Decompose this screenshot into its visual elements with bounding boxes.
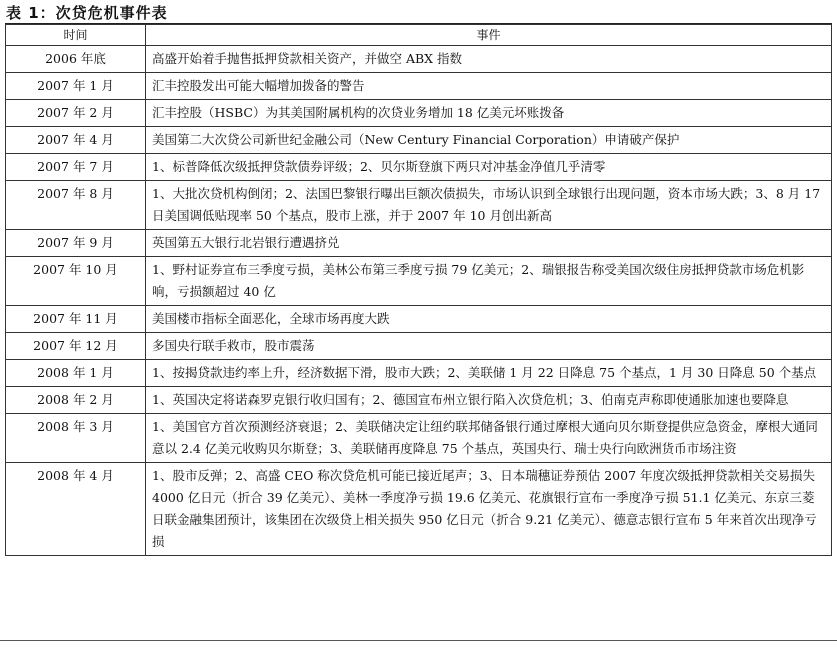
- row-time: 2007 年 4 月: [6, 127, 146, 154]
- row-event: 汇丰控股发出可能大幅增加拨备的警告: [146, 73, 832, 100]
- row-event: 高盛开始着手抛售抵押贷款相关资产，并做空 ABX 指数: [146, 46, 832, 73]
- table-row: [6, 414, 832, 463]
- row-time: 2007 年 8 月: [6, 181, 146, 230]
- table-row: [6, 127, 832, 154]
- bottom-rule: [0, 640, 837, 641]
- row-event: 英国第五大银行北岩银行遭遇挤兑: [146, 230, 832, 257]
- row-time: 2008 年 3 月: [6, 414, 146, 463]
- header-row: [6, 25, 832, 46]
- row-time: 2007 年 2 月: [6, 100, 146, 127]
- table-row: [6, 463, 832, 556]
- row-time: 2007 年 1 月: [6, 73, 146, 100]
- table-row: [6, 46, 832, 73]
- row-time: 2007 年 12 月: [6, 333, 146, 360]
- row-event: 1、股市反弹；2、高盛 CEO 称次贷危机可能已接近尾声；3、日本瑞穗证券预估 2007 年度次级抵押贷款相关交易损失 4000 亿日元（折合 39 亿美元）、美林一季度净亏损 19.6 亿美元、花旗银行宣布一季度净亏损 51.1 亿美元、东京三菱日联金融集团预计，该集团在次级贷上相关损失 950 亿日元（折合 9.21 亿美元）、德意志银行宣布 5 年来首次出现净亏损: [146, 463, 832, 556]
- row-event: 1、按揭贷款违约率上升，经济数据下滑，股市大跌；2、美联储 1 月 22 日降息 75 个基点，1 月 30 日降息 50 个基点: [146, 360, 832, 387]
- table-caption: 表 1：次贷危机事件表: [6, 4, 168, 22]
- row-time: 2008 年 2 月: [6, 387, 146, 414]
- table-row: [6, 100, 832, 127]
- table-row: [6, 387, 832, 414]
- table-row: [6, 154, 832, 181]
- event-table: [5, 24, 832, 556]
- row-time: 2008 年 1 月: [6, 360, 146, 387]
- row-time: 2007 年 7 月: [6, 154, 146, 181]
- row-event: 多国央行联手救市，股市震荡: [146, 333, 832, 360]
- row-event: 汇丰控股（HSBC）为其美国附属机构的次贷业务增加 18 亿美元坏账拨备: [146, 100, 832, 127]
- header-event: 事件: [146, 25, 832, 46]
- row-event: 美国第二大次贷公司新世纪金融公司（New Century Financial Corporation）申请破产保护: [146, 127, 832, 154]
- table-row: [6, 73, 832, 100]
- row-event: 1、大批次贷机构倒闭；2、法国巴黎银行曝出巨额次债损失，市场认识到全球银行出现问题，资本市场大跌；3、8 月 17 日美国调低贴现率 50 个基点，股市上涨，并于 2007 年 10 月创出新高: [146, 181, 832, 230]
- row-event: 1、美国官方首次预测经济衰退；2、美联储决定让纽约联邦储备银行通过摩根大通向贝尔斯登提供应急资金，摩根大通同意以 2.4 亿美元收购贝尔斯登；3、美联储再度降息 75 个基点，英国央行、瑞士央行向欧洲货币市场注资: [146, 414, 832, 463]
- header-time: 时间: [6, 25, 146, 46]
- row-time: 2007 年 10 月: [6, 257, 146, 306]
- row-event: 1、英国决定将诺森罗克银行收归国有；2、德国宣布州立银行陷入次贷危机；3、伯南克声称即使通胀加速也要降息: [146, 387, 832, 414]
- table-row: [6, 257, 832, 306]
- row-event: 1、野村证券宣布三季度亏损，美林公布第三季度亏损 79 亿美元；2、瑞银报告称受美国次级住房抵押贷款市场危机影响，亏损额超过 40 亿: [146, 257, 832, 306]
- table-row: [6, 306, 832, 333]
- row-time: 2006 年底: [6, 46, 146, 73]
- row-time: 2007 年 11 月: [6, 306, 146, 333]
- row-event: 1、标普降低次级抵押贷款债券评级；2、贝尔斯登旗下两只对冲基金净值几乎清零: [146, 154, 832, 181]
- table-row: [6, 181, 832, 230]
- table-body: [6, 46, 832, 556]
- table-row: [6, 360, 832, 387]
- row-time: 2008 年 4 月: [6, 463, 146, 556]
- row-time: 2007 年 9 月: [6, 230, 146, 257]
- row-event: 美国楼市指标全面恶化，全球市场再度大跌: [146, 306, 832, 333]
- table-row: [6, 230, 832, 257]
- table-row: [6, 333, 832, 360]
- event-table-container: [5, 24, 832, 556]
